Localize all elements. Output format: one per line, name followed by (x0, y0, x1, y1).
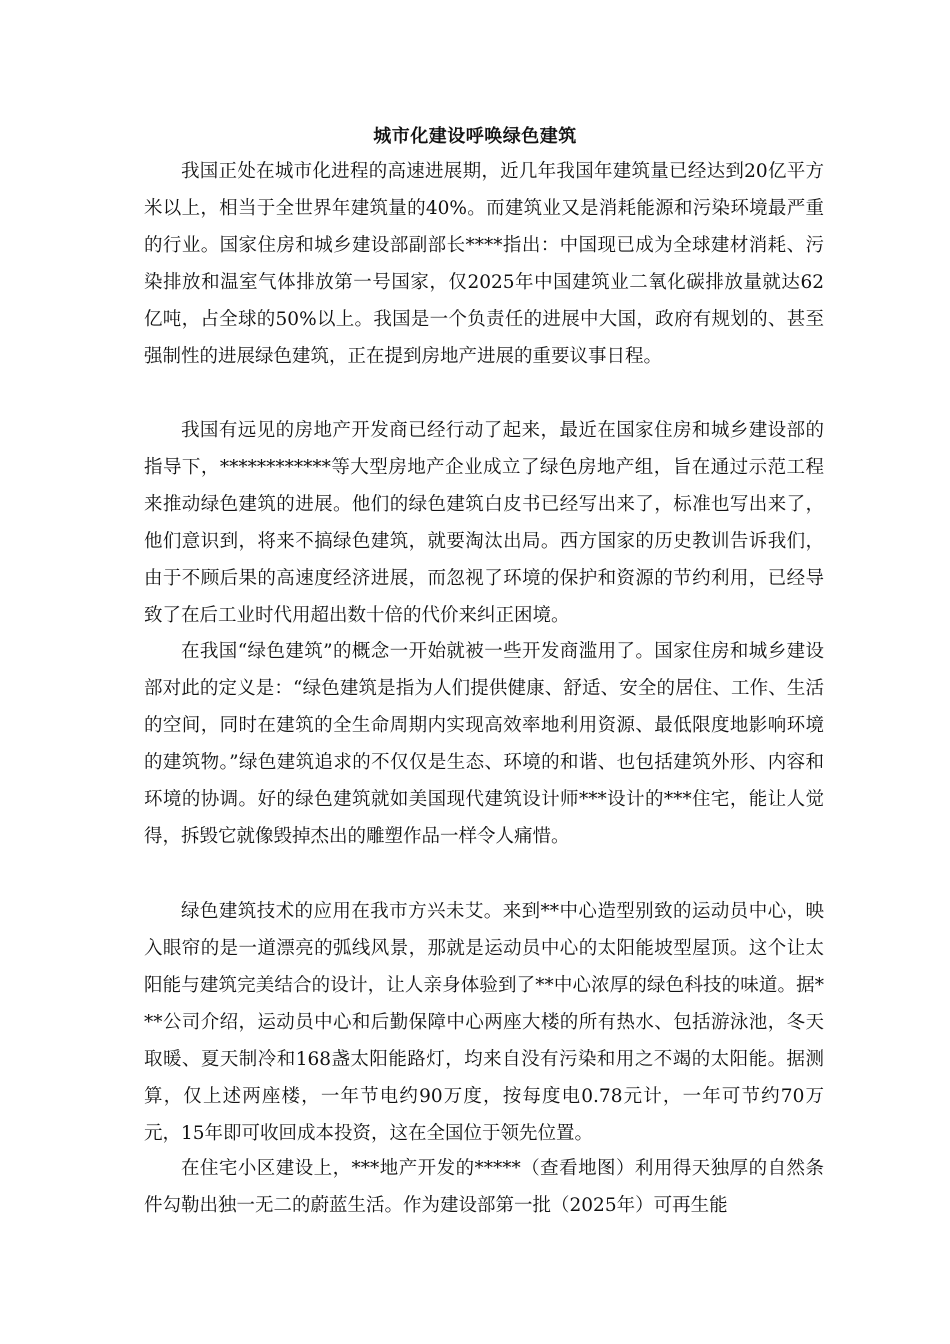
paragraph: 在住宅小区建设上，***地产开发的*****（查看地图）利用得天独厚的自然条件勾勒出独一无二的蔚蓝生活。作为建设部第一批（2025年）可再生能 (144, 1158, 824, 1216)
paragraph: 绿色建筑技术的应用在我市方兴未艾。来到**中心造型别致的运动员中心，映入眼帘的是一道漂亮的弧线风景，那就是运动员中心的太阳能坡型屋顶。这个让太阳能与建筑完美结合的设计，让人亲身体验到了**中心浓厚的绿色科技的味道。据***公司介绍，运动员中心和后勤保障中心两座大楼的所有热水、包括游泳池，冬天取暖、夏天制冷和168盏太阳能路灯，均来自没有污染和用之不竭的太阳能。据测算，仅上述两座楼，一年节电约90万度，按每度电0.78元计，一年可节约70万元，15年即可收回成本投资，这在全国位于领先位置。 (144, 901, 824, 1144)
document-title: 城市化建设呼唤绿色建筑 (373, 126, 577, 147)
paragraph: 在我国“绿色建筑”的概念一开始就被一些开发商滥用了。国家住房和城乡建设部对此的定义是：“绿色建筑是指为人们提供健康、舒适、安全的居住、工作、生活的空间，同时在建筑的全生命周期内实现高效率地利用资源、最低限度地影响环境的建筑物。”绿色建筑追求的不仅仅是生态、环境的和谐、也包括建筑外形、内容和环境的协调。好的绿色建筑就如美国现代建筑设计师***设计的***住宅，能让人觉得，拆毁它就像毁掉杰出的雕塑作品一样令人痛惜。 (144, 641, 824, 847)
paragraph: 我国有远见的房地产开发商已经行动了起来，最近在国家住房和城乡建设部的指导下，************等大型房地产企业成立了绿色房地产组，旨在通过示范工程来推动绿色建筑的进展。他们的绿色建筑白皮书已经写出来了，标准也写出来了，他们意识到，将来不搞绿色建筑，就要淘汰出局。西方国家的历史教训告诉我们，由于不顾后果的高速度经济进展，而忽视了环境的保护和资源的节约利用，已经导致了在后工业时代用超出数十倍的代价来纠正困境。 (144, 420, 824, 626)
paragraph: 我国正处在城市化进程的高速进展期，近几年我国年建筑量已经达到20亿平方米以上，相当于全世界年建筑量的40%。而建筑业又是消耗能源和污染环境最严重的行业。国家住房和城乡建设部副部长****指出：中国现已成为全球建材消耗、污染排放和温室气体排放第一号国家，仅2025年中国建筑业二氧化碳排放量就达62亿吨，占全球的50%以上。我国是一个负责任的进展中大国，政府有规划的、甚至强制性的进展绿色建筑，正在提到房地产进展的重要议事日程。 (144, 161, 824, 367)
